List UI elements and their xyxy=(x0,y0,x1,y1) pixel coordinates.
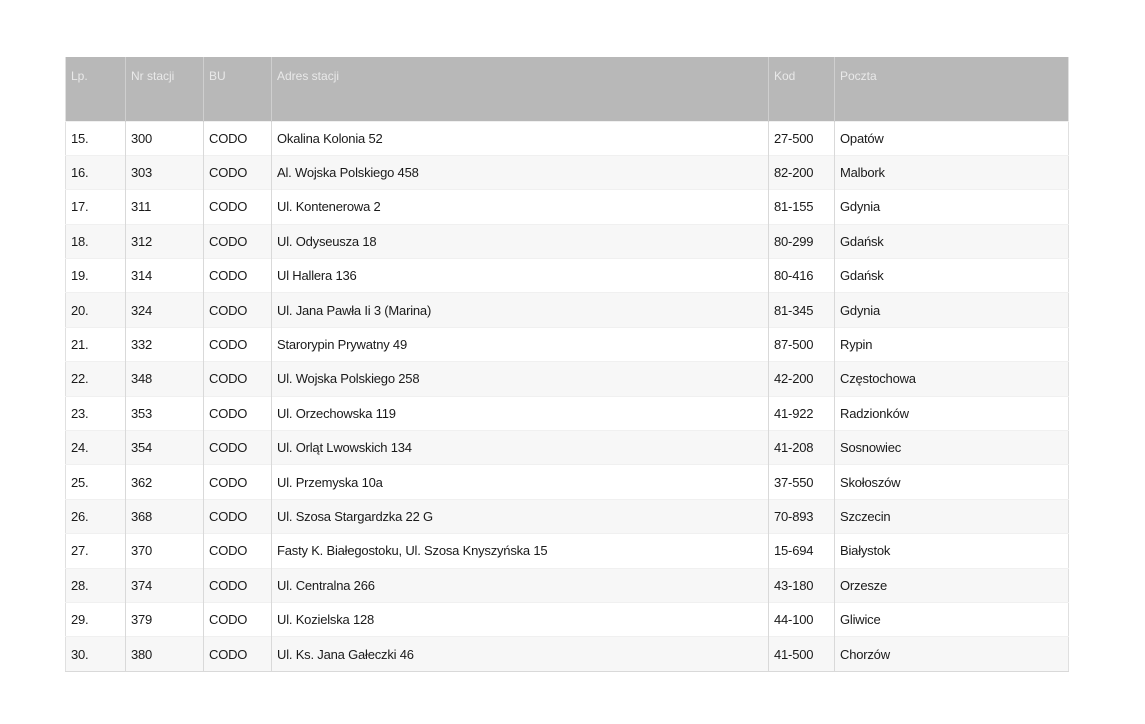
table-row xyxy=(66,362,1069,396)
cell-lp: 20. xyxy=(66,293,126,327)
cell-lp: 19. xyxy=(66,259,126,293)
cell-lp: 24. xyxy=(66,431,126,465)
table-row xyxy=(66,602,1069,636)
cell-postal-code: 44-100 xyxy=(769,602,835,636)
table-row xyxy=(66,121,1069,155)
cell-station-number: 314 xyxy=(126,259,204,293)
cell-bu: CODO xyxy=(204,602,272,636)
cell-post-office: Gdańsk xyxy=(835,224,1069,258)
cell-postal-code: 81-345 xyxy=(769,293,835,327)
cell-postal-code: 70-893 xyxy=(769,499,835,533)
cell-postal-code: 80-416 xyxy=(769,259,835,293)
cell-postal-code: 15-694 xyxy=(769,534,835,568)
cell-bu: CODO xyxy=(204,155,272,189)
cell-bu: CODO xyxy=(204,396,272,430)
cell-bu: CODO xyxy=(204,190,272,224)
cell-post-office: Rypin xyxy=(835,327,1069,361)
cell-postal-code: 27-500 xyxy=(769,121,835,155)
cell-post-office: Białystok xyxy=(835,534,1069,568)
cell-post-office: Chorzów xyxy=(835,637,1069,671)
cell-postal-code: 82-200 xyxy=(769,155,835,189)
cell-address: Fasty K. Białegostoku, Ul. Szosa Knyszyńska 15 xyxy=(272,534,769,568)
cell-lp: 27. xyxy=(66,534,126,568)
cell-address: Okalina Kolonia 52 xyxy=(272,121,769,155)
cell-post-office: Sosnowiec xyxy=(835,431,1069,465)
cell-postal-code: 43-180 xyxy=(769,568,835,602)
cell-station-number: 353 xyxy=(126,396,204,430)
header-bu: BU xyxy=(204,57,272,121)
cell-post-office: Skołoszów xyxy=(835,465,1069,499)
cell-bu: CODO xyxy=(204,431,272,465)
cell-station-number: 311 xyxy=(126,190,204,224)
cell-bu: CODO xyxy=(204,293,272,327)
cell-lp: 21. xyxy=(66,327,126,361)
cell-post-office: Gdańsk xyxy=(835,259,1069,293)
table-row xyxy=(66,259,1069,293)
stations-table xyxy=(65,57,1069,672)
cell-post-office: Radzionków xyxy=(835,396,1069,430)
cell-lp: 15. xyxy=(66,121,126,155)
cell-address: Ul. Szosa Stargardzka 22 G xyxy=(272,499,769,533)
cell-address: Ul. Jana Pawła Ii 3 (Marina) xyxy=(272,293,769,327)
cell-bu: CODO xyxy=(204,534,272,568)
cell-lp: 26. xyxy=(66,499,126,533)
header-address: Adres stacji xyxy=(272,57,769,121)
cell-post-office: Opatów xyxy=(835,121,1069,155)
cell-bu: CODO xyxy=(204,637,272,671)
cell-station-number: 332 xyxy=(126,327,204,361)
cell-station-number: 368 xyxy=(126,499,204,533)
cell-postal-code: 41-208 xyxy=(769,431,835,465)
header-lp: Lp. xyxy=(66,57,126,121)
cell-lp: 17. xyxy=(66,190,126,224)
cell-lp: 25. xyxy=(66,465,126,499)
table-row xyxy=(66,396,1069,430)
table-row xyxy=(66,155,1069,189)
cell-post-office: Malbork xyxy=(835,155,1069,189)
cell-address: Ul. Orląt Lwowskich 134 xyxy=(272,431,769,465)
cell-bu: CODO xyxy=(204,327,272,361)
cell-address: Starorypin Prywatny 49 xyxy=(272,327,769,361)
cell-postal-code: 81-155 xyxy=(769,190,835,224)
table-row xyxy=(66,534,1069,568)
cell-address: Ul. Centralna 266 xyxy=(272,568,769,602)
table-row xyxy=(66,499,1069,533)
cell-station-number: 303 xyxy=(126,155,204,189)
cell-station-number: 380 xyxy=(126,637,204,671)
cell-address: Al. Wojska Polskiego 458 xyxy=(272,155,769,189)
cell-lp: 18. xyxy=(66,224,126,258)
cell-postal-code: 87-500 xyxy=(769,327,835,361)
cell-post-office: Szczecin xyxy=(835,499,1069,533)
cell-bu: CODO xyxy=(204,362,272,396)
cell-post-office: Gdynia xyxy=(835,293,1069,327)
cell-station-number: 324 xyxy=(126,293,204,327)
cell-station-number: 362 xyxy=(126,465,204,499)
cell-bu: CODO xyxy=(204,465,272,499)
cell-postal-code: 37-550 xyxy=(769,465,835,499)
cell-post-office: Gliwice xyxy=(835,602,1069,636)
cell-station-number: 374 xyxy=(126,568,204,602)
cell-address: Ul. Przemyska 10a xyxy=(272,465,769,499)
cell-lp: 16. xyxy=(66,155,126,189)
cell-address: Ul. Kontenerowa 2 xyxy=(272,190,769,224)
header-station-number: Nr stacji xyxy=(126,57,204,121)
cell-station-number: 312 xyxy=(126,224,204,258)
cell-postal-code: 41-922 xyxy=(769,396,835,430)
header-postal-code: Kod xyxy=(769,57,835,121)
cell-address: Ul. Orzechowska 119 xyxy=(272,396,769,430)
cell-lp: 22. xyxy=(66,362,126,396)
cell-bu: CODO xyxy=(204,259,272,293)
table-row xyxy=(66,190,1069,224)
table-row xyxy=(66,637,1069,671)
cell-postal-code: 41-500 xyxy=(769,637,835,671)
cell-address: Ul. Ks. Jana Gałeczki 46 xyxy=(272,637,769,671)
cell-post-office: Gdynia xyxy=(835,190,1069,224)
cell-post-office: Orzesze xyxy=(835,568,1069,602)
cell-station-number: 370 xyxy=(126,534,204,568)
cell-station-number: 348 xyxy=(126,362,204,396)
table-row xyxy=(66,293,1069,327)
table-body xyxy=(66,121,1069,671)
cell-lp: 30. xyxy=(66,637,126,671)
cell-address: Ul. Kozielska 128 xyxy=(272,602,769,636)
header-post-office: Poczta xyxy=(835,57,1069,121)
cell-lp: 28. xyxy=(66,568,126,602)
cell-postal-code: 42-200 xyxy=(769,362,835,396)
cell-station-number: 300 xyxy=(126,121,204,155)
cell-post-office: Częstochowa xyxy=(835,362,1069,396)
table-row xyxy=(66,568,1069,602)
cell-bu: CODO xyxy=(204,499,272,533)
table-header-row xyxy=(66,57,1069,121)
cell-station-number: 379 xyxy=(126,602,204,636)
cell-bu: CODO xyxy=(204,568,272,602)
cell-station-number: 354 xyxy=(126,431,204,465)
cell-address: Ul. Odyseusza 18 xyxy=(272,224,769,258)
table-row xyxy=(66,224,1069,258)
table-row xyxy=(66,327,1069,361)
cell-address: Ul. Wojska Polskiego 258 xyxy=(272,362,769,396)
cell-address: Ul Hallera 136 xyxy=(272,259,769,293)
cell-bu: CODO xyxy=(204,121,272,155)
table-row xyxy=(66,431,1069,465)
cell-postal-code: 80-299 xyxy=(769,224,835,258)
cell-bu: CODO xyxy=(204,224,272,258)
table-row xyxy=(66,465,1069,499)
cell-lp: 29. xyxy=(66,602,126,636)
cell-lp: 23. xyxy=(66,396,126,430)
